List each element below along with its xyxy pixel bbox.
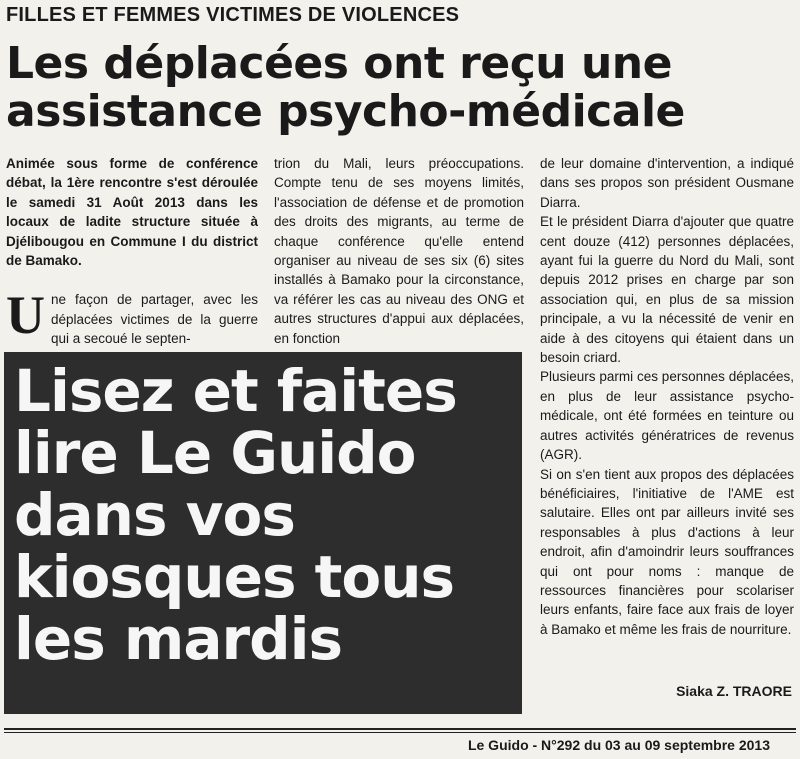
article-column-1 <box>6 154 258 349</box>
article-text: ne façon de partager, avec les déplacées victimes de la guerre qui a secoué le septen- <box>51 292 258 347</box>
drop-cap: U <box>6 285 45 346</box>
promo-advertisement <box>4 352 522 714</box>
article-headline <box>6 40 796 136</box>
footer-divider <box>4 728 796 730</box>
promo-line-3: dans vos <box>14 481 295 549</box>
article-paragraph: trion du Mali, leurs préoccupations. Compte tenu de ses moyens limités, l'association de défense et de promotion des droits des migrants, au terme de chaque conférence qu'elle entend organiser au niveau de ses six (6) sites installés à Bamako pour la circonstance, va référer les cas au niveau des ONG et autres structures d'appui aux déplacées, en fonction <box>274 156 524 346</box>
promo-line-1: Lisez et faites <box>14 357 457 425</box>
headline-line-1: Les déplacées ont reçu une <box>6 38 672 89</box>
author-byline: Siaka Z. TRAORE <box>676 683 792 699</box>
article-paragraph: de leur domaine d'intervention, a indiqué dans ses propos son président Ousmane Diarra. <box>540 156 794 210</box>
article-column-2 <box>274 154 524 348</box>
footer-divider-thin <box>4 732 796 733</box>
headline-line-2: assistance psycho-médicale <box>6 86 685 137</box>
article-paragraph: Et le président Diarra d'ajouter que quatre cent douze (412) personnes déplacées, ayant fui la guerre du Nord du Mali, sont depuis 2012 prises en charge par son association qui, en plus de sa mission principale, a vu la nécessité de venir en aide à des citoyens qui étaient dans un besoin criard. <box>540 214 794 366</box>
promo-line-5: les mardis <box>14 605 343 673</box>
promo-line-4: kiosques tous <box>14 543 455 611</box>
article-paragraph <box>6 285 258 348</box>
article-column-3 <box>540 154 794 639</box>
article-lead: Animée sous forme de conférence débat, la 1ère rencontre s'est déroulée le samedi 31 Août 2013 dans les locaux de ladite structure située à Djélibougou en Commune I du district de Bamako. <box>6 156 258 269</box>
promo-line-2: lire Le Guido <box>14 419 416 487</box>
section-kicker: FILLES ET FEMMES VICTIMES DE VIOLENCES <box>6 4 460 26</box>
article-paragraph: Si on s'en tient aux propos des déplacées bénéficiaires, l'initiative de l'AME est salutaire. Elles ont par ailleurs invité ses responsables à plus d'actions à leur endroit, afin d'amoindrir leurs souffrances qui ont pour noms : manque de ressources financières pour scolariser leurs enfants, faire face aux frais de loyer à Bamako et même les frais de nourriture. <box>540 466 794 637</box>
publication-footer: Le Guido - N°292 du 03 au 09 septembre 2013 <box>467 737 770 753</box>
article-paragraph: Plusieurs parmi ces personnes déplacées, en plus de leur assistance psycho-médicale, ont été formées en teinture ou autres activités génératrices de revenus (AGR). <box>540 369 794 463</box>
